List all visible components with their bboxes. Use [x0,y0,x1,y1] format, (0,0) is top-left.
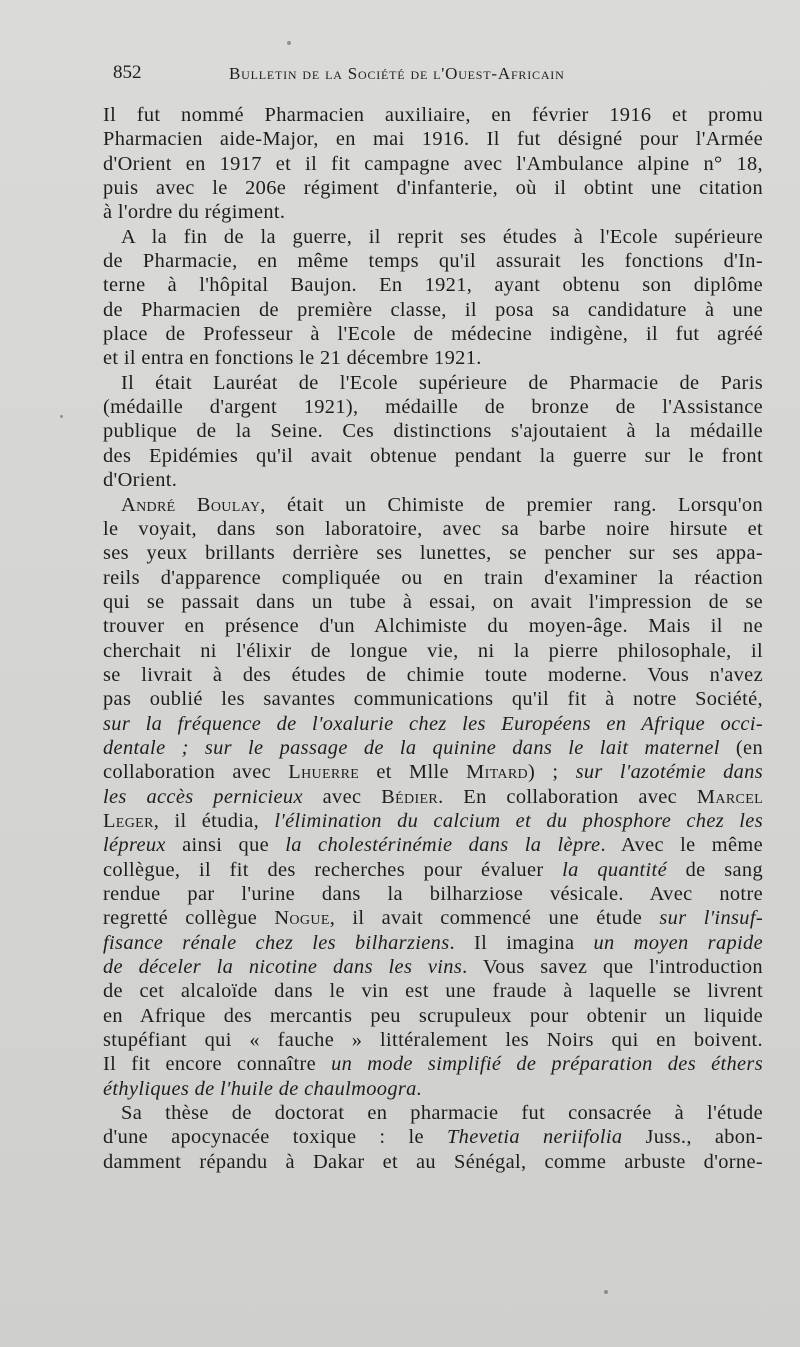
text-run: trouver en présence d'un Alchimiste du moyen-âge. Mais il ne [103,615,763,638]
text-line [103,809,763,833]
text-line [103,882,763,906]
text-run: cherchait ni l'élixir de longue vie, ni la pierre philosophale, il [103,639,763,662]
text-run: Leger [103,809,154,832]
paper-speck [604,1290,608,1294]
text-line [103,468,763,492]
text-line [103,833,763,857]
text-line [103,493,763,517]
text-run: de Pharmacien de première classe, il posa sa candidature à une [103,298,763,321]
text-run: . Il imagina [449,931,594,954]
text-run: se livrait à des études de chimie toute moderne. Vous n'avez [103,663,763,686]
text-line [103,200,763,224]
text-run: . En collaboration avec [438,785,697,808]
text-line [103,152,763,176]
text-run: le voyait, dans son laboratoire, avec sa barbe noire hirsute et [103,517,763,540]
text-run: d'une apocynacée toxique : le [103,1126,447,1149]
text-run: place de Professeur à l'Ecole de médecine indigène, il fut agréé [103,323,763,346]
text-run: qui se passait dans un tube à essai, on avait l'impression de se [103,590,763,613]
text-run: stupéfiant qui « fauche » littéralement les Noirs qui en boivent. [103,1029,763,1052]
text-run: ) ; [528,761,576,784]
text-line [103,1004,763,1028]
text-run: collègue, il fit des recherches pour évaluer [103,858,563,881]
text-line [103,785,763,809]
paper-speck [287,41,291,45]
text-run: fisance rénale chez les bilharziens [103,931,450,954]
text-run: lépreux [103,834,166,857]
text-line [103,663,763,687]
text-run: d'Orient en 1917 et il fit campagne avec l'Ambulance alpine n° 18, [103,152,763,175]
text-line [103,298,763,322]
text-run: pas oublié les savantes communications qu'il fit à notre Société, [103,688,763,711]
text-run: Il fut nommé Pharmacien auxiliaire, en février 1916 et promu [103,104,763,126]
text-line [103,712,763,736]
text-run: de déceler la nicotine dans les vins [103,956,463,979]
text-run: sur l'insuf- [659,907,763,930]
text-line [103,225,763,249]
text-run: (médaille d'argent 1921), médaille de bronze de l'Assistance [103,396,763,419]
text-run: puis avec le 206e régiment d'infanterie, où il obtint une citation [103,177,763,200]
text-line [103,1052,763,1076]
text-line [103,322,763,346]
text-run: regretté collègue [103,907,275,930]
text-run: André Boulay [121,493,261,516]
text-line [103,1028,763,1052]
text-line [103,736,763,760]
text-run: ainsi que [165,834,286,857]
text-run: reils d'apparence compliquée ou en train d'examiner la réaction [103,566,763,589]
text-run: , était un Chimiste de premier rang. Lorsqu'on [260,493,763,516]
text-run: collaboration avec [103,761,289,784]
text-line [103,1077,763,1101]
text-run: l'élimination du calcium et du phosphore chez les [274,809,763,832]
page-header [113,62,753,92]
text-line [103,395,763,419]
text-run: de Pharmacie, en même temps qu'il assurait les fonctions d'In- [103,250,763,273]
text-line [103,590,763,614]
text-line [103,419,763,443]
text-run: Pharmacien aide-Major, en mai 1916. Il fut désigné pour l'Armée [103,128,763,151]
text-run: . Vous savez que l'introduction [462,956,763,979]
text-run: Il fit encore connaître [103,1053,332,1076]
text-run: Lhuerre [288,761,360,784]
text-run: , il étudia, [153,809,275,832]
running-title: Bulletin de la Société de l'Ouest-Africain [229,64,565,83]
text-run: un mode simplifié de préparation des éthers [331,1053,763,1076]
text-run: , il avait commencé une étude [329,907,660,930]
text-run: . Avec le même [600,834,763,857]
text-line [103,1150,763,1174]
text-run: dentale ; sur le passage de la quinine dans le lait maternel [103,736,720,759]
text-run: les accès pernicieux [103,785,303,808]
text-run: damment répandu à Dakar et au Sénégal, comme arbuste d'orne- [103,1150,763,1173]
text-line [103,639,763,663]
text-run: et il entra en fonctions le 21 décembre 1921. [103,347,482,370]
text-line [103,517,763,541]
text-run: et Mlle [359,761,467,784]
text-line [103,127,763,151]
text-run: Nogue [274,907,330,930]
text-line [103,566,763,590]
text-run: terne à l'hôpital Baujon. En 1921, ayant obtenu son diplôme [103,274,763,297]
text-run: la quantité [562,858,667,881]
text-line [103,979,763,1003]
text-run: d'Orient. [103,469,178,492]
text-run: Bédier [381,785,439,808]
text-run: (en [719,736,763,759]
text-run: Thevetia neriifolia [446,1126,623,1149]
text-line [103,176,763,200]
text-run: Juss., abon- [622,1126,763,1149]
text-run: en Afrique des mercantis peu scrupuleux pour obtenir un liquide [103,1004,763,1027]
text-run: un moyen rapide [593,931,763,954]
text-run: éthyliques de l'huile de chaulmoogra. [103,1077,423,1100]
text-run: publique de la Seine. Ces distinctions s'ajoutaient à la médaille [103,420,763,443]
text-run: Il était Lauréat de l'Ecole supérieure de Pharmacie de Paris [121,371,763,394]
text-line [103,906,763,930]
text-run: de sang [666,858,763,881]
text-run: à l'ordre du régiment. [103,201,286,224]
text-line [103,1101,763,1125]
text-line [103,444,763,468]
text-line [103,346,763,370]
text-line [103,858,763,882]
text-line [103,931,763,955]
text-run: sur la fréquence de l'oxalurie chez les Européens en Afrique occi- [103,712,763,735]
page-number: 852 [113,62,142,83]
text-run: de cet alcaloïde dans le vin est une fraude à laquelle se livrent [103,980,763,1003]
text-line [103,687,763,711]
body-text [103,103,763,1174]
text-run: avec [302,785,382,808]
text-line [103,1125,763,1149]
text-run: des Epidémies qu'il avait obtenue pendant la guerre sur le front [103,444,763,467]
text-run: Marcel [696,785,763,808]
text-run: la cholestérinémie dans la lèpre [285,834,601,857]
text-run: A la fin de la guerre, il reprit ses études à l'Ecole supérieure [121,225,763,248]
text-line [103,614,763,638]
text-line [103,273,763,297]
text-line [103,541,763,565]
text-line [103,103,763,127]
paper-speck [60,415,63,418]
text-run: Mitard [466,761,528,784]
text-line [103,371,763,395]
text-line [103,760,763,784]
text-line [103,955,763,979]
text-run: ses yeux brillants derrière ses lunettes, se pencher sur ses appa- [103,542,763,565]
text-run: Sa thèse de doctorat en pharmacie fut consacrée à l'étude [121,1102,763,1125]
text-run: rendue par l'urine dans la bilharziose vésicale. Avec notre [103,883,763,905]
text-line [103,249,763,273]
text-run: sur l'azotémie dans [575,761,763,784]
